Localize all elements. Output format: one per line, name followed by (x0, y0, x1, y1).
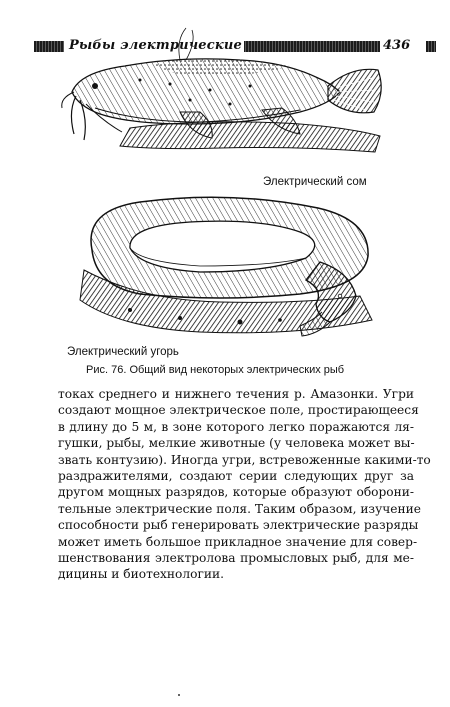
text-line: звать контузию). Иногда угри, встревоженные какими-то (58, 452, 431, 467)
body-text (58, 386, 431, 583)
text-line: тельные электрические поля. Таким образом, изучение (58, 501, 421, 516)
catfish-illustration (62, 28, 381, 152)
text-line: гушки, рыбы, мелкие животные (у человека может вы- (58, 436, 415, 451)
page-number: 436 (383, 38, 411, 53)
eel-label: Электрический угорь (67, 346, 179, 358)
text-line: дицины и биотехнологии. (58, 567, 224, 582)
scan-speck (178, 694, 180, 696)
eel-illustration (80, 197, 372, 336)
text-line: создают мощное электрическое поле, простирающееся (58, 403, 419, 418)
text-line: раздражителями, создают серии следующих друг за (58, 469, 414, 484)
running-head: Рыбы электрические (69, 38, 243, 53)
catfish-label: Электрический сом (263, 176, 367, 188)
figure-caption: Рис. 76. Общий вид некоторых электрических рыб (86, 364, 345, 376)
text-line: способности рыб генерировать электрические разряды (58, 518, 419, 533)
text-line: в длину до 5 м, в зоне которого легко поражаются ля- (58, 419, 414, 434)
text-line: шенствования электролова промысловых рыб, для ме- (58, 551, 414, 566)
text-line: другом мощных разрядов, которые образуют оборони- (58, 485, 414, 500)
text-line: может иметь большое прикладное значение для совер- (58, 534, 418, 549)
text-line: токах среднего и нижнего течения р. Амазонки. Угри (58, 387, 414, 401)
